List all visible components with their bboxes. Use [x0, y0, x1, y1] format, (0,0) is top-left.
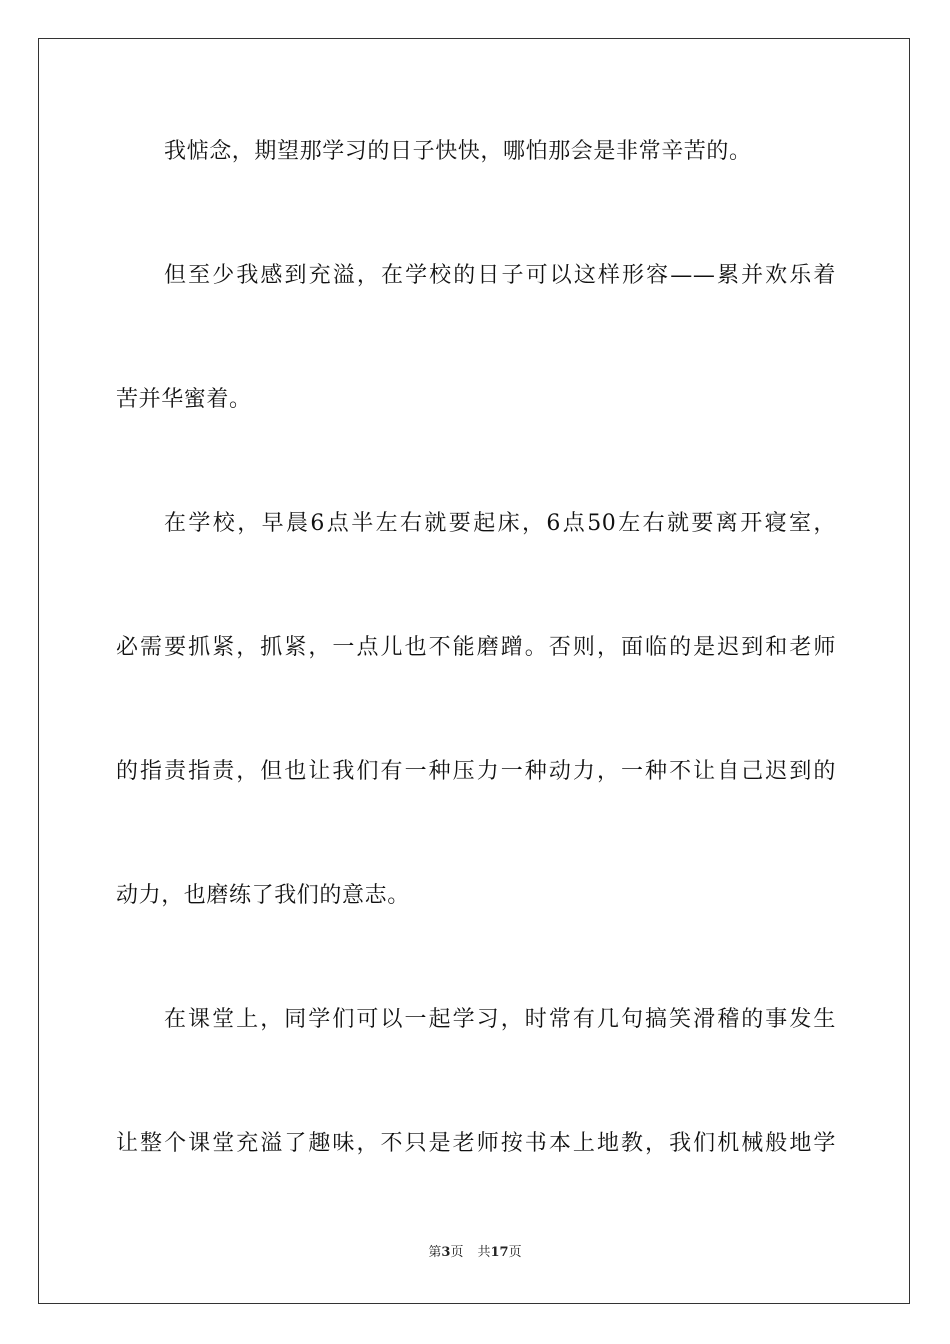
page-frame — [38, 38, 910, 1304]
current-page-number: 3 — [441, 1245, 451, 1260]
page-total-label: 共17页 — [477, 1245, 522, 1260]
page-number-label: 第3页 — [428, 1245, 464, 1260]
paragraph-line: 让整个课堂充溢了趣味，不只是老师按书本上地教，我们机械般地学 — [116, 1131, 836, 1156]
paragraph-line: 我惦念，期望那学习的日子快快，哪怕那会是非常辛苦的。 — [164, 139, 752, 164]
paragraph-line: 必需要抓紧，抓紧，一点儿也不能磨蹭。否则，面临的是迟到和老师 — [116, 635, 836, 660]
paragraph-line: 的指责指责，但也让我们有一种压力一种动力，一种不让自己迟到的 — [116, 759, 836, 784]
paragraph-line: 但至少我感到充溢，在学校的日子可以这样形容——累并欢乐着 — [164, 263, 836, 288]
paragraph-line: 动力，也磨练了我们的意志。 — [116, 883, 410, 908]
paragraph-line: 在学校，早晨6点半左右就要起床，6点50左右就要离开寝室， — [164, 511, 836, 536]
paragraph-line: 苦并华蜜着。 — [116, 387, 252, 412]
page-footer — [0, 1244, 950, 1262]
paragraph-line: 在课堂上，同学们可以一起学习，时常有几句搞笑滑稽的事发生 — [164, 1007, 836, 1032]
total-page-number: 17 — [490, 1245, 509, 1260]
